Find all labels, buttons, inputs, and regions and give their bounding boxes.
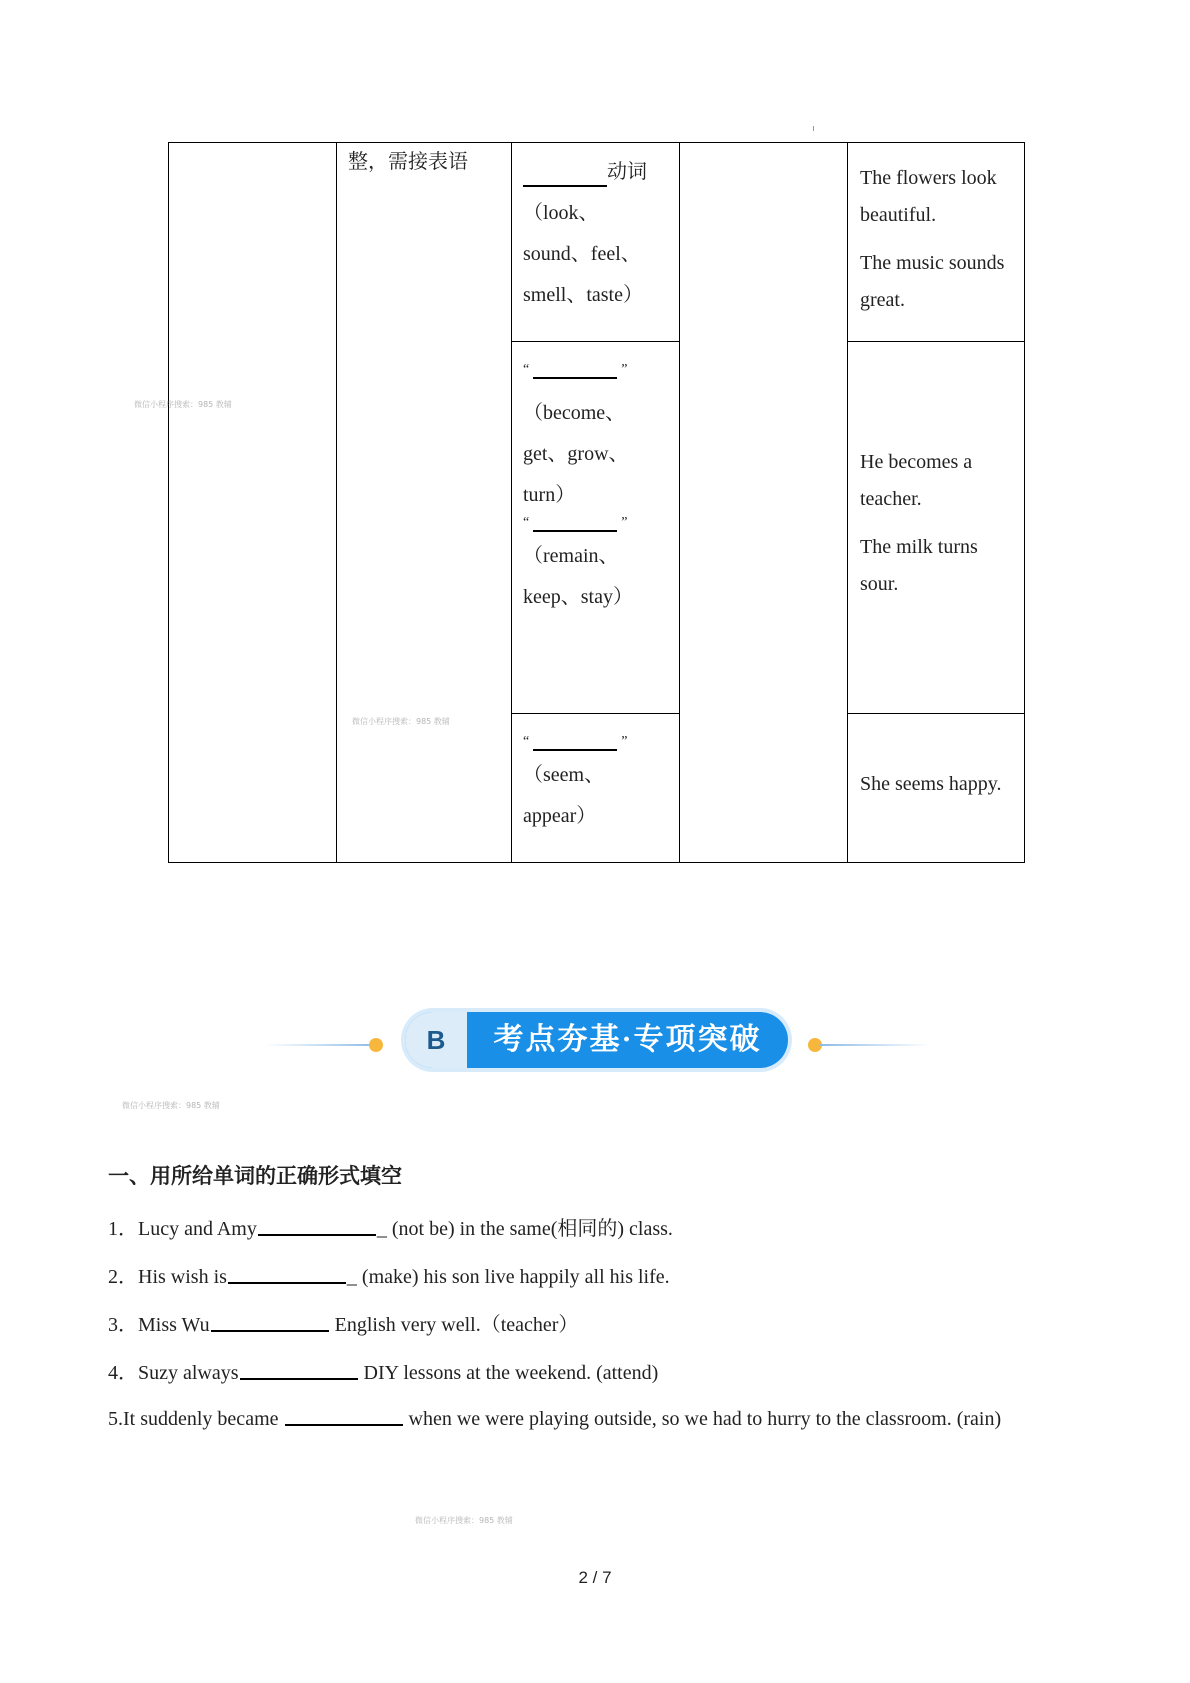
watermark: 微信小程序搜索：985 教辅 — [415, 1516, 513, 1525]
open-quote: “ — [523, 734, 530, 749]
banner-left-dot — [369, 1038, 383, 1052]
page-number: 2 / 7 — [578, 1568, 612, 1587]
example-sentence: He becomes a teacher. — [860, 451, 973, 510]
banner-letter: B — [405, 1012, 467, 1068]
verb-list-line: smell、taste） — [523, 284, 643, 306]
answer-blank[interactable] — [211, 1310, 329, 1332]
verb-list-line: （look、 — [523, 202, 599, 224]
fill-blank — [533, 735, 617, 751]
question-text: 2．His wish is — [108, 1266, 227, 1288]
verb-list-line: get、grow、 — [523, 443, 629, 465]
question-5 — [108, 1404, 1001, 1431]
verb-type-label: 动词 — [607, 161, 647, 183]
verb-list-line: （seem、 — [523, 764, 605, 786]
verb-list-line: （remain、 — [523, 545, 619, 567]
answer-blank[interactable] — [285, 1404, 403, 1426]
example-sentence: The music sounds great. — [860, 252, 1005, 311]
answer-blank[interactable] — [258, 1214, 376, 1236]
open-quote: “ — [523, 362, 530, 377]
example-cell-3 — [860, 766, 1020, 814]
verb-cell-1 — [523, 152, 673, 316]
open-quote: “ — [523, 515, 530, 530]
example-cell-1 — [860, 160, 1020, 330]
watermark: 微信小程序搜索：985 教辅 — [352, 717, 450, 726]
question-text: _ (not be) in the same(相同的) class. — [376, 1218, 673, 1240]
banner-right-line — [820, 1044, 930, 1046]
example-sentence: She seems happy. — [860, 773, 1002, 795]
question-text: 5.It suddenly became — [108, 1408, 284, 1430]
verb-list-line: turn） — [523, 484, 576, 506]
fill-blank — [523, 159, 607, 187]
question-3 — [108, 1308, 578, 1337]
question-text: DIY lessons at the weekend. (attend) — [358, 1362, 659, 1384]
answer-blank[interactable] — [228, 1262, 346, 1284]
grammar-table — [168, 142, 1025, 863]
question-text: English very well.（teacher） — [329, 1314, 579, 1336]
close-quote: ” — [621, 734, 628, 749]
watermark: 微信小程序搜索：985 教辅 — [134, 400, 232, 409]
verb-list-line: sound、feel、 — [523, 243, 641, 265]
close-quote: ” — [621, 362, 628, 377]
fill-blank — [533, 516, 617, 532]
scan-mark — [813, 126, 814, 131]
close-quote: ” — [621, 515, 628, 530]
question-text: 1．Lucy and Amy — [108, 1218, 257, 1240]
watermark: 微信小程序搜索：985 教辅 — [122, 1101, 220, 1110]
verb-cell-2 — [523, 345, 673, 618]
question-4 — [108, 1356, 658, 1385]
question-text: when we were playing outside, so we had to hurry to the classroom. (rain) — [403, 1408, 1002, 1430]
verb-list-line: appear） — [523, 805, 597, 827]
verb-cell-3 — [523, 717, 673, 837]
question-1 — [108, 1212, 673, 1241]
question-text: 4．Suzy always — [108, 1362, 239, 1384]
question-text: 3．Miss Wu — [108, 1314, 210, 1336]
section-banner — [405, 1012, 788, 1068]
banner-left-line — [265, 1044, 375, 1046]
example-cell-2 — [860, 444, 1020, 614]
usage-note: 整，需接表语 — [348, 151, 468, 173]
fill-blank — [533, 363, 617, 379]
example-sentence: The milk turns sour. — [860, 536, 978, 595]
example-sentence: The flowers look beautiful. — [860, 167, 997, 226]
question-2 — [108, 1260, 670, 1289]
answer-blank[interactable] — [240, 1358, 358, 1380]
section-title: 一、用所给单词的正确形式填空 — [108, 1164, 402, 1188]
verb-list-line: （become、 — [523, 402, 626, 424]
verb-list-line: keep、stay） — [523, 586, 633, 608]
question-text: _ (make) his son live happily all his life. — [346, 1266, 670, 1288]
banner-title: 考点夯基·专项突破 — [493, 1023, 762, 1056]
